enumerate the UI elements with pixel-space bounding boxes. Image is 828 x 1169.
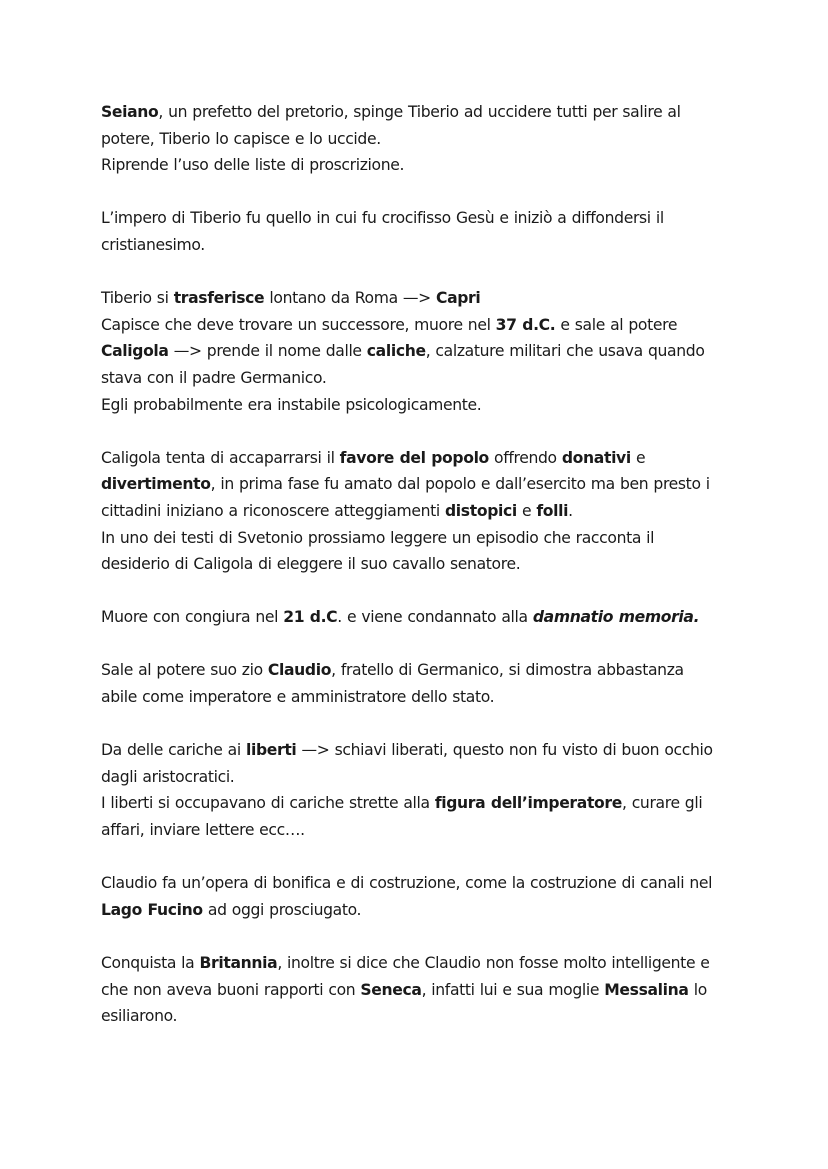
text-run: , calzature militari che usava quando <box>425 342 705 361</box>
text-run: —> prende il nome dalle <box>168 342 367 361</box>
text-run: Tiberio si <box>101 289 174 308</box>
bold-text: Lago Fucino <box>101 900 203 919</box>
text-run: ad oggi prosciugato. <box>202 900 362 919</box>
text-run: affari, inviare lettere ecc…. <box>101 821 305 840</box>
text-run: , inoltre si dice che Claudio non fosse molto intelligente e <box>277 954 710 972</box>
bold-text: caliche <box>366 342 426 361</box>
text-run: . e viene condannato alla <box>337 608 533 627</box>
text-line <box>101 205 768 232</box>
text-run: —> schiavi liberati, questo non fu visto di buon occhio <box>296 741 713 760</box>
text-line <box>101 657 768 684</box>
text-line <box>101 1003 768 1030</box>
text-line <box>101 285 768 312</box>
bold-text: divertimento <box>101 475 211 494</box>
text-run: , un prefetto del pretorio, spinge Tiberio ad uccidere tutti per salire al <box>158 103 681 121</box>
text-line <box>101 471 768 498</box>
paragraph <box>101 285 768 418</box>
text-run: In uno dei testi di Svetonio prossiamo leggere un episodio che racconta il <box>101 528 655 547</box>
text-run: Egli probabilmente era instabile psicologicamente. <box>101 395 482 414</box>
text-line <box>101 392 768 419</box>
text-line <box>101 338 768 365</box>
text-line <box>101 817 768 844</box>
bold-text: Britannia <box>199 954 278 972</box>
text-line <box>101 551 768 578</box>
text-run: cittadini iniziano a riconoscere atteggiamenti <box>101 501 445 520</box>
text-run: che non aveva buoni rapporti con <box>101 980 361 999</box>
text-run: , curare gli <box>621 794 703 813</box>
text-line <box>101 152 768 179</box>
bold-text: 21 d.C <box>283 608 338 627</box>
text-line <box>101 525 768 552</box>
text-line <box>101 684 768 711</box>
text-run: abile come imperatore e amministratore dello stato. <box>101 688 495 707</box>
text-run: e sale al potere <box>555 315 678 334</box>
text-line <box>101 498 768 525</box>
text-run: Capisce che deve trovare un successore, muore nel <box>101 315 496 334</box>
text-run: , in prima fase fu amato dal popolo e dall’esercito ma ben presto i <box>210 475 710 494</box>
bold-text: folli <box>536 501 569 520</box>
paragraph <box>101 445 768 578</box>
paragraph <box>101 950 768 1030</box>
bold-text: Messalina <box>604 980 689 999</box>
text-run: stava con il padre Germanico. <box>101 368 327 387</box>
text-line <box>101 977 768 1004</box>
bold-text: favore del popolo <box>339 448 489 467</box>
paragraph <box>101 870 768 923</box>
text-line <box>101 790 768 817</box>
text-run: dagli aristocratici. <box>101 767 235 786</box>
text-run: L’impero di Tiberio fu quello in cui fu crocifisso Gesù e iniziò a diffondersi il <box>101 209 664 228</box>
text-line <box>101 99 768 126</box>
bold-text: donativi <box>561 448 631 467</box>
bold-text: liberti <box>245 741 297 760</box>
text-line <box>101 312 768 339</box>
text-run: esiliarono. <box>101 1007 178 1026</box>
bold-text: Seiano <box>101 103 159 121</box>
text-run: Claudio fa un’opera di bonifica e di costruzione, come la costruzione di canali nel <box>101 874 713 893</box>
text-line <box>101 737 768 764</box>
paragraph <box>101 99 768 179</box>
bold-text: Capri <box>435 289 481 308</box>
text-line <box>101 870 768 897</box>
text-run: Da delle cariche ai <box>101 741 246 760</box>
text-run: e <box>516 501 537 520</box>
bold-text: figura dell’imperatore <box>434 794 622 813</box>
text-run: Sale al potere suo zio <box>101 661 268 680</box>
text-run: offrendo <box>488 448 562 467</box>
text-line <box>101 897 768 924</box>
paragraph <box>101 604 768 631</box>
text-run: cristianesimo. <box>101 235 205 254</box>
text-run: lontano da Roma —> <box>264 289 436 308</box>
bold-text: trasferisce <box>173 289 265 308</box>
paragraph <box>101 737 768 843</box>
text-line <box>101 445 768 472</box>
text-line <box>101 365 768 392</box>
bold-italic-text: damnatio memoria. <box>532 608 700 627</box>
paragraph <box>101 205 768 258</box>
text-run: Muore con congiura nel <box>101 608 284 627</box>
text-run: Conquista la <box>101 954 200 972</box>
bold-text: 37 d.C. <box>495 315 556 334</box>
bold-text: Caligola <box>101 342 169 361</box>
text-run: desiderio di Caligola di eleggere il suo cavallo senatore. <box>101 555 521 574</box>
text-run: lo <box>688 980 707 999</box>
paragraph <box>101 657 768 710</box>
text-run: I liberti si occupavano di cariche strette alla <box>101 794 435 813</box>
text-run: e <box>630 448 646 467</box>
text-run: Riprende l’uso delle liste di proscrizione. <box>101 156 405 175</box>
bold-text: Claudio <box>267 661 332 680</box>
text-line <box>101 764 768 791</box>
text-run: Caligola tenta di accaparrarsi il <box>101 448 340 467</box>
text-run: potere, Tiberio lo capisce e lo uccide. <box>101 129 381 148</box>
text-run: , fratello di Germanico, si dimostra abbastanza <box>331 661 684 680</box>
bold-text: distopici <box>444 501 517 520</box>
text-line <box>101 232 768 259</box>
text-run: , infatti lui e sua moglie <box>421 980 605 999</box>
bold-text: Seneca <box>360 980 422 999</box>
text-line <box>101 604 768 631</box>
text-line <box>101 950 768 977</box>
text-run: . <box>568 501 573 520</box>
text-line <box>101 126 768 153</box>
